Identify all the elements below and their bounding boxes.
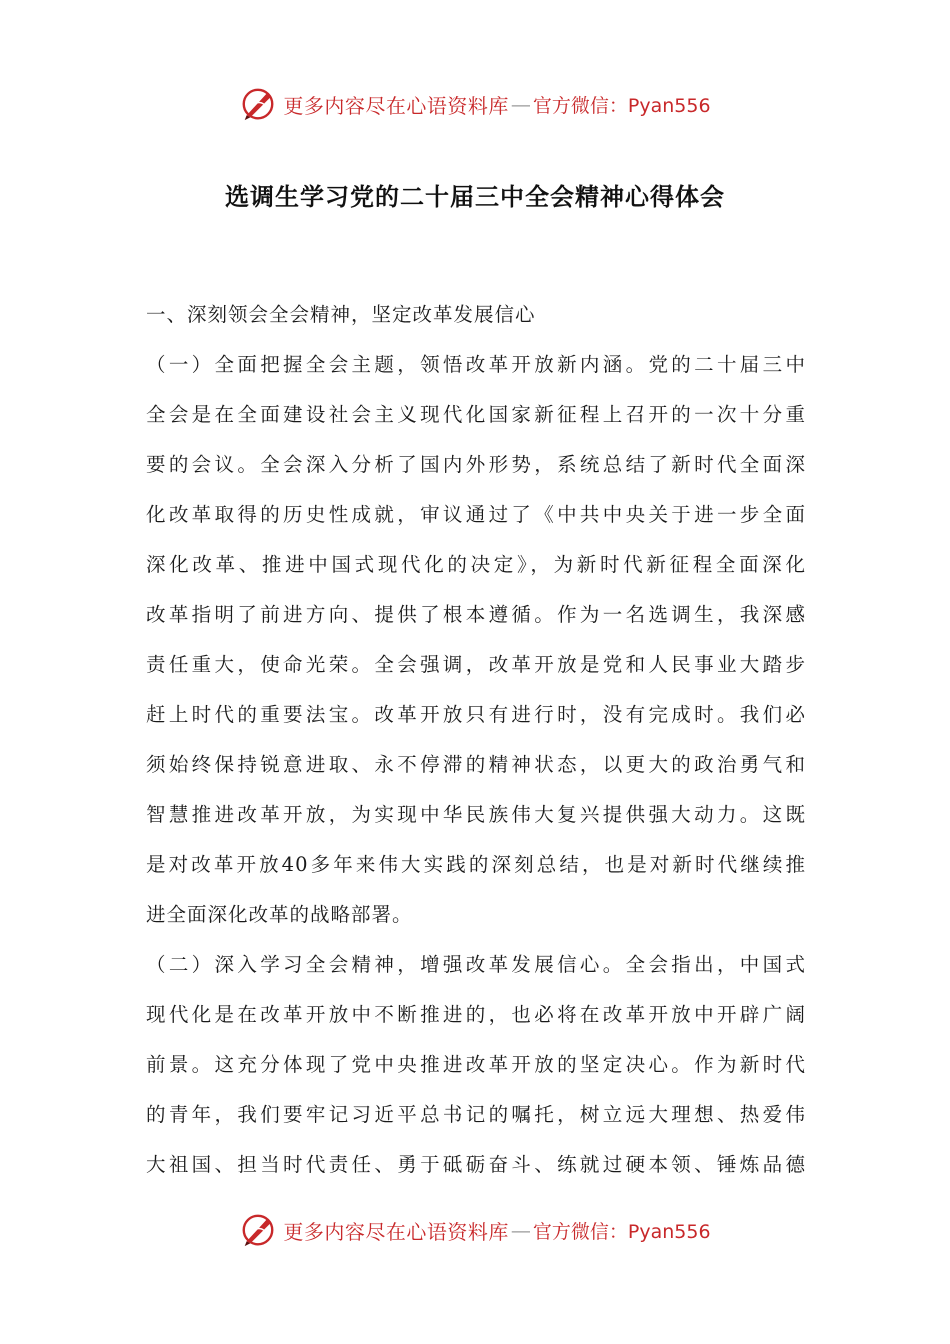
pen-logo-icon xyxy=(239,1211,277,1249)
banner-contact: 官方微信：Pyan556 xyxy=(532,94,711,117)
banner-separator: — xyxy=(510,1218,531,1242)
section-heading: 一、深刻领会全会精神，坚定改革发展信心 xyxy=(146,303,536,326)
paragraph-line: 化改革取得的历史性成就，审议通过了《中共中央关于进一步全面 xyxy=(146,503,806,526)
paragraph-1 xyxy=(146,340,806,940)
banner-text: 更多内容尽在心语资料库 xyxy=(283,93,509,118)
paragraph-line: （二）深入学习全会精神，增强改革发展信心。全会指出，中国式 xyxy=(146,953,806,976)
paragraph-line: 须始终保持锐意进取、永不停滞的精神状态，以更大的政治勇气和 xyxy=(146,753,806,776)
paragraph-line: 大祖国、担当时代责任、勇于砥砺奋斗、练就过硬本领、锤炼品德 xyxy=(146,1153,806,1176)
paragraph-2 xyxy=(146,940,806,1190)
paragraph-line: 改革指明了前进方向、提供了根本遵循。作为一名选调生，我深感 xyxy=(146,603,806,626)
banner-text: 更多内容尽在心语资料库 xyxy=(283,1219,509,1244)
paragraph-line: 全会是在全面建设社会主义现代化国家新征程上召开的一次十分重 xyxy=(146,403,806,426)
paragraph-line: 要的会议。全会深入分析了国内外形势，系统总结了新时代全面深 xyxy=(146,453,806,476)
paragraph-line: 是对改革开放40多年来伟大实践的深刻总结，也是对新时代继续推 xyxy=(146,853,806,876)
banner-separator: — xyxy=(510,92,531,116)
paragraph-line: 深化改革、推进中国式现代化的决定》，为新时代新征程全面深化 xyxy=(146,553,806,576)
document-body xyxy=(146,290,806,1190)
paragraph-line: 智慧推进改革开放，为实现中华民族伟大复兴提供强大动力。这既 xyxy=(146,803,806,826)
paragraph-line: 赶上时代的重要法宝。改革开放只有进行时，没有完成时。我们必 xyxy=(146,703,806,726)
document-title: 选调生学习党的二十届三中全会精神心得体会 xyxy=(225,183,725,211)
header-banner xyxy=(0,82,950,126)
paragraph-line: 的青年，我们要牢记习近平总书记的嘱托，树立远大理想、热爱伟 xyxy=(146,1103,806,1126)
paragraph-line: （一）全面把握全会主题，领悟改革开放新内涵。党的二十届三中 xyxy=(146,353,806,376)
banner-contact: 官方微信：Pyan556 xyxy=(532,1220,711,1243)
paragraph-line: 现代化是在改革开放中不断推进的，也必将在改革开放中开辟广阔 xyxy=(146,1003,806,1026)
footer-banner xyxy=(0,1208,950,1252)
paragraph-line: 前景。这充分体现了党中央推进改革开放的坚定决心。作为新时代 xyxy=(146,1053,806,1076)
pen-logo-icon xyxy=(239,85,277,123)
paragraph-line: 责任重大，使命光荣。全会强调，改革开放是党和人民事业大踏步 xyxy=(146,653,806,676)
paragraph-line: 进全面深化改革的战略部署。 xyxy=(146,903,413,926)
